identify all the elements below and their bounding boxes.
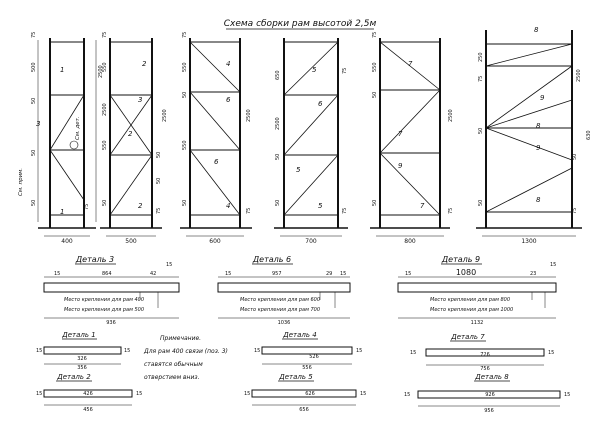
frame-5-dim-right-1: 75 bbox=[448, 207, 454, 214]
detail-4-left: 15 bbox=[254, 348, 261, 354]
frame-2-base-width: 500 bbox=[125, 238, 137, 245]
detail-6-overall: 1036 bbox=[277, 320, 291, 326]
detail-3-dim-1: 864 bbox=[102, 271, 112, 277]
frame-2-dim-left-4: 50 bbox=[102, 199, 108, 206]
detail-7-right: 15 bbox=[548, 350, 555, 356]
detail-2-overall: 456 bbox=[83, 407, 93, 413]
detail-3-dim-3: 15 bbox=[166, 262, 173, 268]
note-line-3: ставятся обычным bbox=[144, 361, 203, 368]
frame-6-part-label-3: 9 bbox=[536, 144, 541, 152]
note-line-1: Примечание. bbox=[160, 335, 202, 342]
detail-9-line2: Место крепления для рам 1000 bbox=[430, 307, 514, 313]
detail-2-title: Деталь 2 bbox=[57, 373, 91, 381]
frame-600 bbox=[180, 32, 252, 245]
frame-6-part-label-0: 8 bbox=[534, 26, 539, 34]
frame-1-dim-left-1: 500 bbox=[31, 62, 37, 72]
detail-6-title: Деталь 6 bbox=[252, 255, 292, 264]
frame-400 bbox=[18, 32, 104, 245]
detail-3-dim-0: 15 bbox=[54, 271, 61, 277]
detail-5-inner: 626 bbox=[305, 391, 315, 397]
frame-6-dim-right-2: 630 bbox=[586, 130, 592, 140]
frame-1-dim-left-4: 50 bbox=[31, 199, 37, 206]
frame-3-part-label-0: 4 bbox=[226, 60, 231, 68]
detail-9 bbox=[398, 255, 556, 326]
detail-8 bbox=[404, 373, 570, 414]
detail-9-dim-2: 23 bbox=[530, 271, 537, 277]
frame-5-dim-left-2: 50 bbox=[372, 91, 378, 98]
detail-7-title: Деталь 7 bbox=[451, 333, 485, 341]
frame-1-part-label-2: 1 bbox=[60, 208, 65, 216]
frame-3-base-width: 600 bbox=[209, 238, 221, 245]
frame-4-dim-left-2: 50 bbox=[275, 153, 281, 160]
frame-6-part-label-1: 9 bbox=[540, 94, 545, 102]
detail-8-left: 15 bbox=[404, 392, 411, 398]
frame-1-part-label-1: 3 bbox=[36, 120, 41, 128]
frame-4-part-label-3: 5 bbox=[318, 202, 323, 210]
frame-4-base-width: 700 bbox=[305, 238, 317, 245]
detail-3-dim-2: 42 bbox=[150, 271, 157, 277]
frame-3-dim-right-1: 75 bbox=[246, 207, 252, 214]
detail-3-overall: 936 bbox=[106, 320, 116, 326]
frame-5-part-label-0: 7 bbox=[408, 60, 413, 68]
frame-3-dim-right-0: 2500 bbox=[246, 109, 252, 122]
frame-500 bbox=[100, 32, 168, 245]
frame-6-dim-left-2: 50 bbox=[478, 127, 484, 134]
frame-5-dim-left-1: 550 bbox=[372, 62, 378, 72]
frame-4-dim-right-0: 75 bbox=[342, 67, 348, 74]
detail-6-dim-0: 15 bbox=[225, 271, 232, 277]
frame-3-dim-left-2: 50 bbox=[182, 91, 188, 98]
frame-1-part-label-0: 1 bbox=[60, 66, 65, 74]
note-line-4: отверстием вниз. bbox=[144, 374, 200, 381]
frame-6-dim-right-0: 2500 bbox=[576, 69, 582, 82]
frame-2-dim-right-2: 50 bbox=[156, 177, 162, 184]
detail-6-dim-2: 29 bbox=[326, 271, 333, 277]
detail-9-dim-3: 15 bbox=[550, 262, 557, 268]
frame-5-dim-right-0: 2500 bbox=[448, 109, 454, 122]
frame-5-base-width: 800 bbox=[404, 238, 416, 245]
frame-5-dim-left-0: 75 bbox=[372, 31, 378, 38]
frame-2-dim-right-1: 50 bbox=[156, 151, 162, 158]
frame-2-part-label-2: 2 bbox=[128, 130, 133, 138]
detail-9-line1: Место крепления для рам 800 bbox=[430, 297, 511, 303]
frame-6-base-width: 1300 bbox=[521, 238, 537, 245]
frame-4-dim-right-1: 75 bbox=[342, 207, 348, 214]
frame-1-note-1: См. прим. bbox=[18, 167, 24, 196]
detail-7-overall: 756 bbox=[480, 366, 490, 372]
frame-1-dim-left-3: 50 bbox=[31, 149, 37, 156]
frame-4-dim-left-3: 50 bbox=[275, 199, 281, 206]
frame-1-base-width: 400 bbox=[61, 238, 73, 245]
detail-7-left: 15 bbox=[410, 350, 417, 356]
frame-6-part-label-2: 8 bbox=[536, 122, 541, 130]
sheet-title: Схема сборки рам высотой 2,5м bbox=[223, 19, 377, 29]
detail-1-left: 15 bbox=[36, 348, 43, 354]
frame-6-dim-left-3: 50 bbox=[478, 199, 484, 206]
note-block bbox=[143, 335, 228, 381]
detail-8-inner: 926 bbox=[485, 392, 495, 398]
frame-2-dim-left-1: 550 bbox=[102, 62, 108, 72]
detail-3-line1: Место крепления для рам 400 bbox=[64, 297, 145, 303]
detail-1-overall: 356 bbox=[77, 365, 87, 371]
detail-9-title: Деталь 9 bbox=[441, 255, 481, 264]
detail-5-left: 15 bbox=[244, 391, 251, 397]
frame-5-part-label-3: 7 bbox=[420, 202, 425, 210]
detail-3 bbox=[44, 255, 179, 326]
detail-3-title: Деталь 3 bbox=[75, 255, 115, 264]
detail-7 bbox=[410, 333, 554, 372]
detail-6-dim-3: 15 bbox=[340, 271, 347, 277]
frame-6-dim-left-0: 250 bbox=[478, 52, 484, 62]
frame-2-dim-left-2: 2500 bbox=[102, 103, 108, 116]
detail-4-title: Деталь 4 bbox=[283, 331, 317, 339]
detail-2-right: 15 bbox=[136, 391, 143, 397]
frame-3-dim-left-1: 550 bbox=[182, 62, 188, 72]
frame-700 bbox=[274, 38, 348, 245]
frame-3-dim-left-4: 50 bbox=[182, 199, 188, 206]
detail-2 bbox=[36, 373, 142, 413]
detail-6-line2: Место крепления для рам 700 bbox=[240, 307, 321, 313]
detail-9-dim-1: 1080 bbox=[455, 268, 477, 277]
detail-6-dim-1: 957 bbox=[272, 271, 282, 277]
detail-2-left: 15 bbox=[36, 391, 43, 397]
frame-5-part-label-2: 9 bbox=[398, 162, 403, 170]
frame-3-part-label-3: 4 bbox=[226, 202, 231, 210]
detail-9-dim-0: 15 bbox=[405, 271, 412, 277]
frame-800 bbox=[370, 32, 454, 245]
detail-5 bbox=[244, 373, 366, 413]
frame-1-dim-right-0: 2500 bbox=[98, 65, 104, 78]
frame-3-dim-left-0: 75 bbox=[182, 31, 188, 38]
frame-6-dim-right-3: 75 bbox=[572, 207, 578, 214]
frame-2-dim-right-3: 75 bbox=[156, 207, 162, 214]
frame-4-part-label-0: 5 bbox=[312, 66, 317, 74]
frame-4-part-label-1: 6 bbox=[318, 100, 323, 108]
detail-6-line1: Место крепления для рам 600 bbox=[240, 297, 321, 303]
detail-3-line2: Место крепления для рам 500 bbox=[64, 307, 145, 313]
frame-3-part-label-1: 6 bbox=[226, 96, 231, 104]
frame-1-dim-right-1: 75 bbox=[84, 203, 90, 210]
frame-5-part-label-1: 7 bbox=[398, 130, 403, 138]
frame-6-dim-right-1: 50 bbox=[572, 153, 578, 160]
detail-8-overall: 956 bbox=[484, 408, 494, 414]
detail-4-overall: 556 bbox=[302, 365, 312, 371]
detail-5-overall: 656 bbox=[299, 407, 309, 413]
detail-1-title: Деталь 1 bbox=[62, 331, 96, 339]
detail-1-right: 15 bbox=[124, 348, 131, 354]
detail-4-inner: 526 bbox=[309, 354, 319, 360]
frame-5-dim-left-3: 50 bbox=[372, 199, 378, 206]
detail-1 bbox=[36, 331, 130, 371]
frame-4-part-label-2: 5 bbox=[296, 166, 301, 174]
detail-8-title: Деталь 8 bbox=[475, 373, 509, 381]
detail-6 bbox=[218, 255, 350, 326]
detail-8-right: 15 bbox=[564, 392, 571, 398]
frame-2-part-label-0: 2 bbox=[142, 60, 147, 68]
frame-1-dim-left-2: 50 bbox=[31, 97, 37, 104]
detail-4 bbox=[254, 331, 362, 371]
frame-4-dim-left-0: 650 bbox=[275, 70, 281, 80]
detail-9-overall: 1132 bbox=[470, 320, 484, 326]
frame-3-dim-left-3: 550 bbox=[182, 140, 188, 150]
detail-5-title: Деталь 5 bbox=[279, 373, 313, 381]
frame-4-dim-left-1: 2500 bbox=[275, 117, 281, 130]
note-line-2: Для рам 400 связи (поз. 3) bbox=[144, 348, 228, 355]
detail-4-right: 15 bbox=[356, 348, 363, 354]
frame-2-dim-right-0: 2500 bbox=[162, 109, 168, 122]
frame-2-dim-left-0: 75 bbox=[102, 31, 108, 38]
detail-2-inner: 426 bbox=[83, 391, 93, 397]
frame-1-dim-left-0: 75 bbox=[31, 31, 37, 38]
detail-7-inner: 726 bbox=[480, 352, 490, 358]
frame-1300 bbox=[476, 26, 592, 245]
frame-2-part-label-1: 3 bbox=[138, 96, 143, 104]
frame-1-note-0: См. дет. bbox=[75, 116, 81, 140]
frame-2-part-label-3: 2 bbox=[138, 202, 143, 210]
detail-1-inner: 326 bbox=[77, 356, 87, 362]
frame-6-part-label-4: 8 bbox=[536, 196, 541, 204]
frame-2-dim-left-3: 550 bbox=[102, 140, 108, 150]
frame-3-part-label-2: 6 bbox=[214, 158, 219, 166]
frame-6-dim-left-1: 75 bbox=[478, 75, 484, 82]
detail-5-right: 15 bbox=[360, 391, 367, 397]
